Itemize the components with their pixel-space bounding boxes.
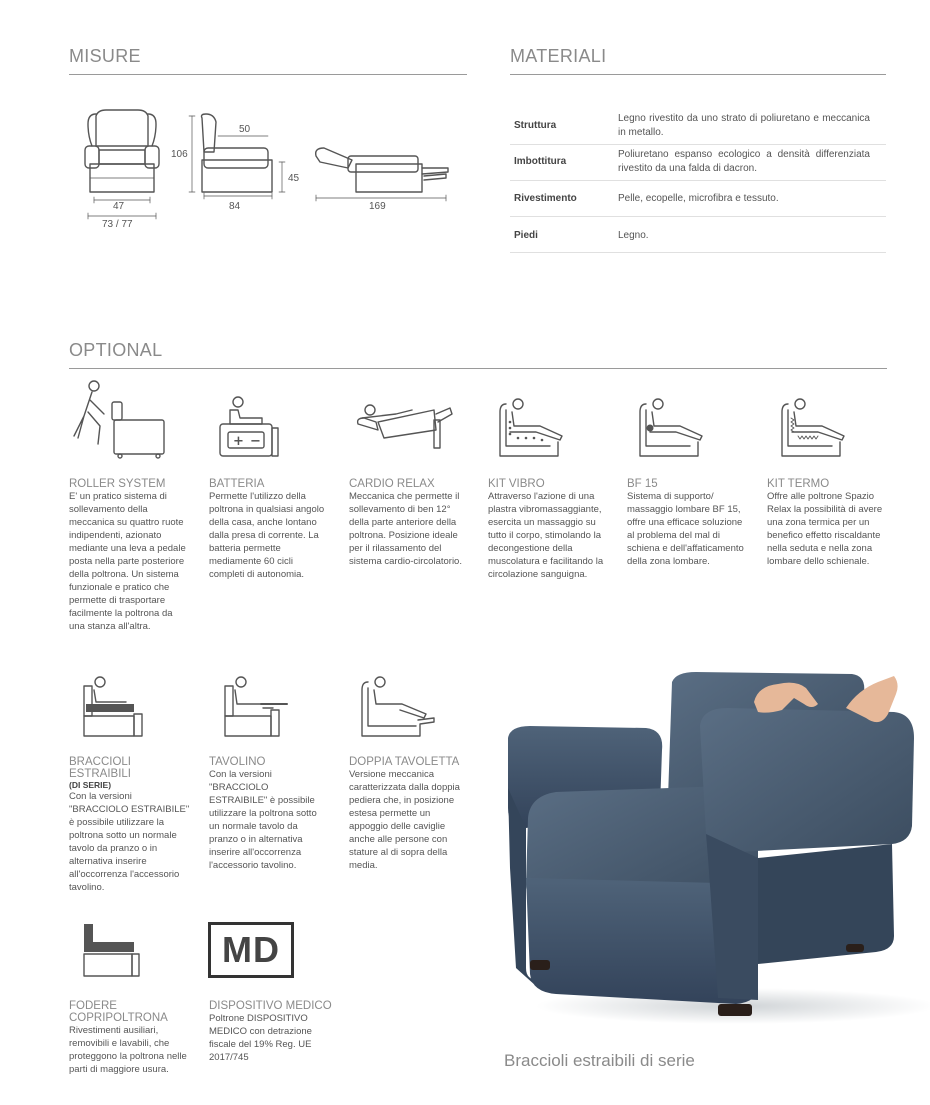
optional-item-fodere — [69, 1000, 189, 1076]
optional-item-desc: Versione meccanica caratterizzata dalla doppia pediera che, in posizione estesa permette un appoggio delle caviglie anche alle persone con stature al di sopra della media. — [349, 769, 460, 871]
roller-system-icon — [70, 378, 170, 460]
armchair-photo — [496, 668, 930, 1030]
optional-item-title: ROLLER SYSTEM — [69, 478, 166, 490]
materials-key: Rivestimento — [514, 193, 577, 204]
optional-item-title: TAVOLINO — [209, 756, 266, 768]
svg-text:+: + — [233, 434, 244, 449]
optional-item-bf15 — [627, 478, 745, 568]
optional-item-desc: Rivestimenti ausiliari, removibili e lavabili, che proteggono la poltrona nelle parti di maggiore usura. — [69, 1025, 187, 1075]
materials-key: Struttura — [514, 120, 557, 131]
optional-item-title: FODERE COPRIPOLTRONA — [69, 1000, 168, 1024]
optional-item-tavolino — [209, 756, 329, 872]
misure-divider — [69, 74, 467, 75]
optional-item-title: BRACCIOLI ESTRAIBILI — [69, 756, 131, 780]
dim-front-total: 73 / 77 — [102, 219, 133, 230]
front-view-drawing — [82, 106, 162, 236]
battery-icon — [216, 394, 282, 460]
optional-item-desc: Poltrone DISPOSITIVO MEDICO con detrazione fiscale del 19% Reg. UE 2017/745 — [209, 1013, 312, 1063]
open-view-drawing — [312, 140, 452, 210]
optional-item-title: KIT VIBRO — [488, 478, 545, 490]
covers-icon — [80, 920, 142, 980]
optional-item-title: DOPPIA TAVOLETTA — [349, 756, 460, 768]
optional-item-cardio-relax — [349, 478, 467, 568]
materiali-divider — [510, 74, 886, 75]
optional-title: OPTIONAL — [69, 340, 163, 360]
materials-key: Imbottitura — [514, 156, 567, 167]
dim-side-seat-depth: 50 — [239, 124, 251, 135]
materials-value: Poliuretano espanso ecologico a densità differenziata rivestito da una falda di dacron. — [618, 149, 870, 174]
materials-row-imbottitura — [510, 144, 886, 181]
optional-item-desc: Con la versioni "BRACCIOLO ESTRAIBILE" è possibile utilizzare la poltrona sotto un normale tavolo da pranzo o in alternativa inserire all'occorrenza l'accessorio tavolino. — [69, 791, 190, 893]
optional-item-roller-system — [69, 478, 189, 633]
optional-item-title: BATTERIA — [209, 478, 265, 490]
removable-armrests-icon — [80, 674, 146, 740]
materials-row-rivestimento — [510, 180, 886, 217]
optional-item-title: KIT TERMO — [767, 478, 830, 490]
dim-open-length: 169 — [369, 201, 386, 212]
optional-item-desc: Meccanica che permette il sollevamento di ben 12° della parte anteriore della poltrona. Posizione ideale per il rilassamento del sistema cardio-circolatorio. — [349, 491, 462, 567]
misure-title: MISURE — [69, 46, 141, 66]
optional-divider — [69, 368, 887, 369]
optional-item-title: CARDIO RELAX — [349, 478, 435, 490]
side-view-drawing — [188, 112, 288, 212]
materials-key: Piedi — [514, 230, 538, 241]
svg-text:−: − — [250, 434, 261, 449]
cardio-relax-icon — [356, 400, 456, 460]
optional-item-dispositivo-medico — [209, 1000, 333, 1064]
optional-item-kit-termo — [767, 478, 889, 568]
kit-vibro-icon — [496, 396, 566, 460]
optional-item-desc: Con la versioni "BRACCIOLO ESTRAIBILE" è possibile utilizzare la poltrona sotto un normale tavolo da pranzo o in alternativa inserire all'occorrenza l'accessorio tavolino. — [209, 769, 317, 871]
optional-item-kit-vibro — [488, 478, 608, 581]
optional-item-desc: Sistema di supporto/ massaggio lombare BF 15, offre una efficace soluzione al problema del mal di schiena e dell'affaticamento della zona lombare. — [627, 491, 744, 567]
optional-item-desc: E' un pratico sistema di sollevamento della meccanica su quattro ruote indipendenti, azionato mediante una leva a pedale posta nella parte posteriore della poltrona. Un sistema funzionale e pratico che permette di trasportare facilmente la poltrona da una stanza all'altra. — [69, 491, 186, 632]
dim-side-seat-height: 45 — [288, 173, 300, 184]
materials-value: Legno. — [618, 230, 649, 241]
dim-front-seat: 47 — [113, 201, 125, 212]
table-icon — [221, 674, 291, 740]
optional-item-batteria — [209, 478, 327, 581]
optional-item-subtitle: (DI SERIE) — [69, 780, 112, 790]
optional-item-desc: Permette l'utilizzo della poltrona in qualsiasi angolo della casa, anche lontano dalla presa di corrente. La batteria permette mediamente 60 cicli completi di autonomia. — [209, 491, 325, 580]
medical-device-icon — [208, 922, 294, 978]
optional-item-title: BF 15 — [627, 478, 658, 490]
optional-item-braccioli — [69, 756, 193, 894]
optional-item-doppia-tavoletta — [349, 756, 471, 872]
md-badge-text: MD — [222, 929, 280, 970]
materials-value: Pelle, ecopelle, microfibra e tessuto. — [618, 193, 779, 204]
kit-termo-icon — [778, 396, 848, 460]
dim-side-height: 106 — [171, 149, 188, 160]
double-footrest-icon — [360, 674, 440, 740]
materials-value: Legno rivestito da uno strato di poliuretano e meccanica in metallo. — [618, 113, 870, 138]
dim-side-depth: 84 — [229, 201, 241, 212]
optional-item-title: DISPOSITIVO MEDICO — [209, 1000, 332, 1012]
materials-row-piedi — [510, 216, 886, 253]
optional-item-desc: Offre alle poltrone Spazio Relax la possibilità di avere una zona termica per un benefico effetto riscaldante nella seduta e nella zona lombare dello schienale. — [767, 491, 883, 567]
materiali-title: MATERIALI — [510, 46, 607, 66]
photo-caption: Braccioli estraibili di serie — [504, 1051, 695, 1070]
materials-row-struttura — [510, 108, 886, 145]
bf15-icon — [636, 396, 706, 460]
optional-item-desc: Attraverso l'azione di una plastra vibromassaggiante, esercita un massaggio su tutto il corpo, stimolando la decongestione della muscolatura e facilitando la circolazione sanguigna. — [488, 491, 604, 580]
